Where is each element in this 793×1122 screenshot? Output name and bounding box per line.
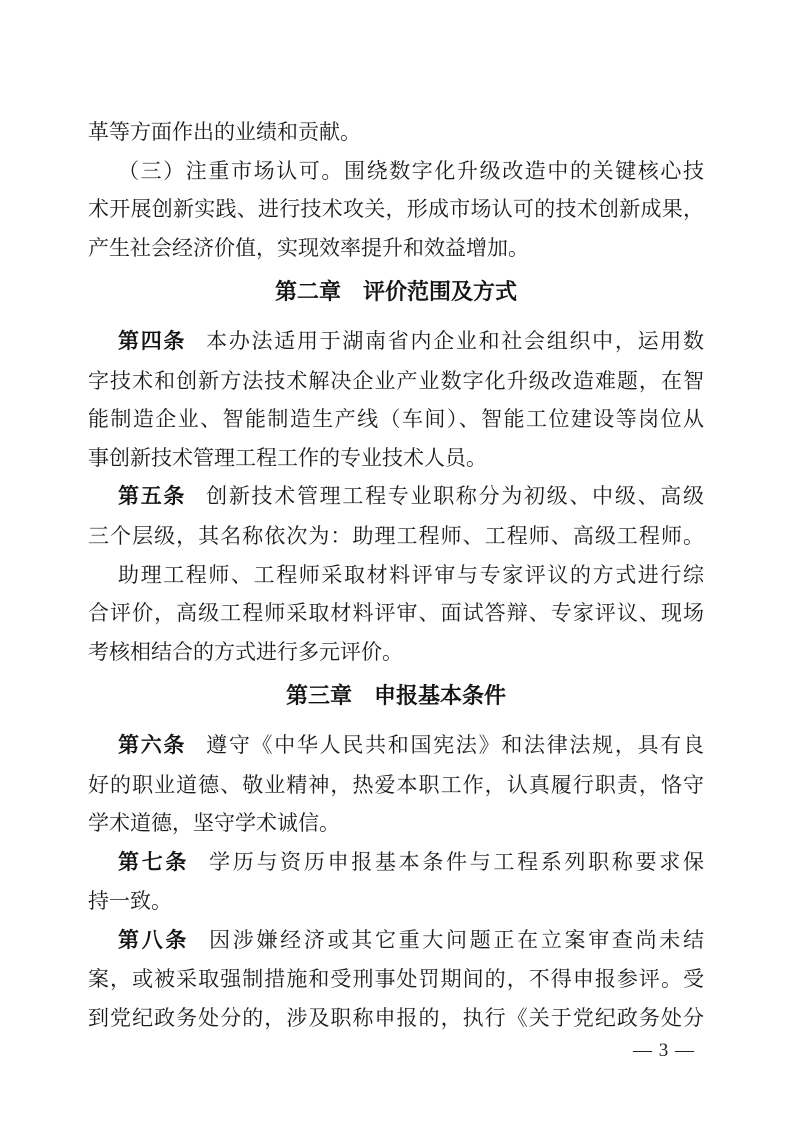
- text-line: 合评价，高级工程师采取材料评审、面试答辩、专家评议、现场: [88, 601, 704, 626]
- text-line: 案，或被采取强制措施和受刑事处罚期间的，不得申报参评。受: [88, 967, 704, 992]
- text-line: 三个层级，其名称依次为：助理工程师、工程师、高级工程师。: [88, 523, 704, 548]
- text-line: 到党纪政务处分的，涉及职称申报的，执行《关于党纪政务处分: [88, 1006, 704, 1031]
- document-body: [88, 113, 704, 1038]
- text-line: 事创新技术管理工程工作的专业技术人员。: [88, 445, 487, 470]
- text-line: 学术道德，坚守学术诚信。: [88, 811, 340, 836]
- article-number: 第六条: [118, 733, 187, 757]
- text-line: 第四条 本办法适用于湖南省内企业和社会组织中，运用数: [118, 328, 704, 353]
- article-number: 第七条: [118, 850, 190, 874]
- text-line: 持一致。: [88, 889, 172, 914]
- text-line: 第六条 遵守《中华人民共和国宪法》和法律法规，具有良: [118, 732, 704, 757]
- chapter-heading: 第二章 评价范围及方式: [274, 279, 517, 305]
- page-number: — 3 —: [633, 1040, 695, 1061]
- text-line: 字技术和创新方法技术解决企业产业数字化升级改造难题，在智: [88, 368, 704, 393]
- chapter-heading: 第三章 申报基本条件: [285, 683, 506, 709]
- text-line: 好的职业道德、敬业精神，热爱本职工作，认真履行职责，恪守: [88, 772, 704, 797]
- text-line: 产生社会经济价值，实现效率提升和效益增加。: [88, 235, 529, 260]
- article-number: 第八条: [118, 928, 190, 952]
- text-line: 能制造企业、智能制造生产线（车间）、智能工位建设等岗位从: [88, 407, 704, 432]
- article-number: 第五条: [118, 485, 187, 509]
- text-line: 第八条 因涉嫌经济或其它重大问题正在立案审查尚未结: [118, 927, 705, 952]
- text-line: （三）注重市场认可。围绕数字化升级改造中的关键核心技: [118, 158, 704, 183]
- text-line: 考核相结合的方式进行多元评价。: [88, 639, 403, 664]
- text-line: 术开展创新实践、进行技术攻关，形成市场认可的技术创新成果，: [88, 197, 704, 222]
- text-line: 第七条 学历与资历申报基本条件与工程系列职称要求保: [118, 849, 705, 874]
- text-line: 助理工程师、工程师采取材料评审与专家评议的方式进行综: [118, 562, 704, 587]
- text-line: 革等方面作出的业绩和贡献。: [88, 120, 361, 144]
- text-line: 第五条 创新技术管理工程专业职称分为初级、中级、高级: [118, 484, 704, 509]
- article-number: 第四条: [118, 329, 187, 353]
